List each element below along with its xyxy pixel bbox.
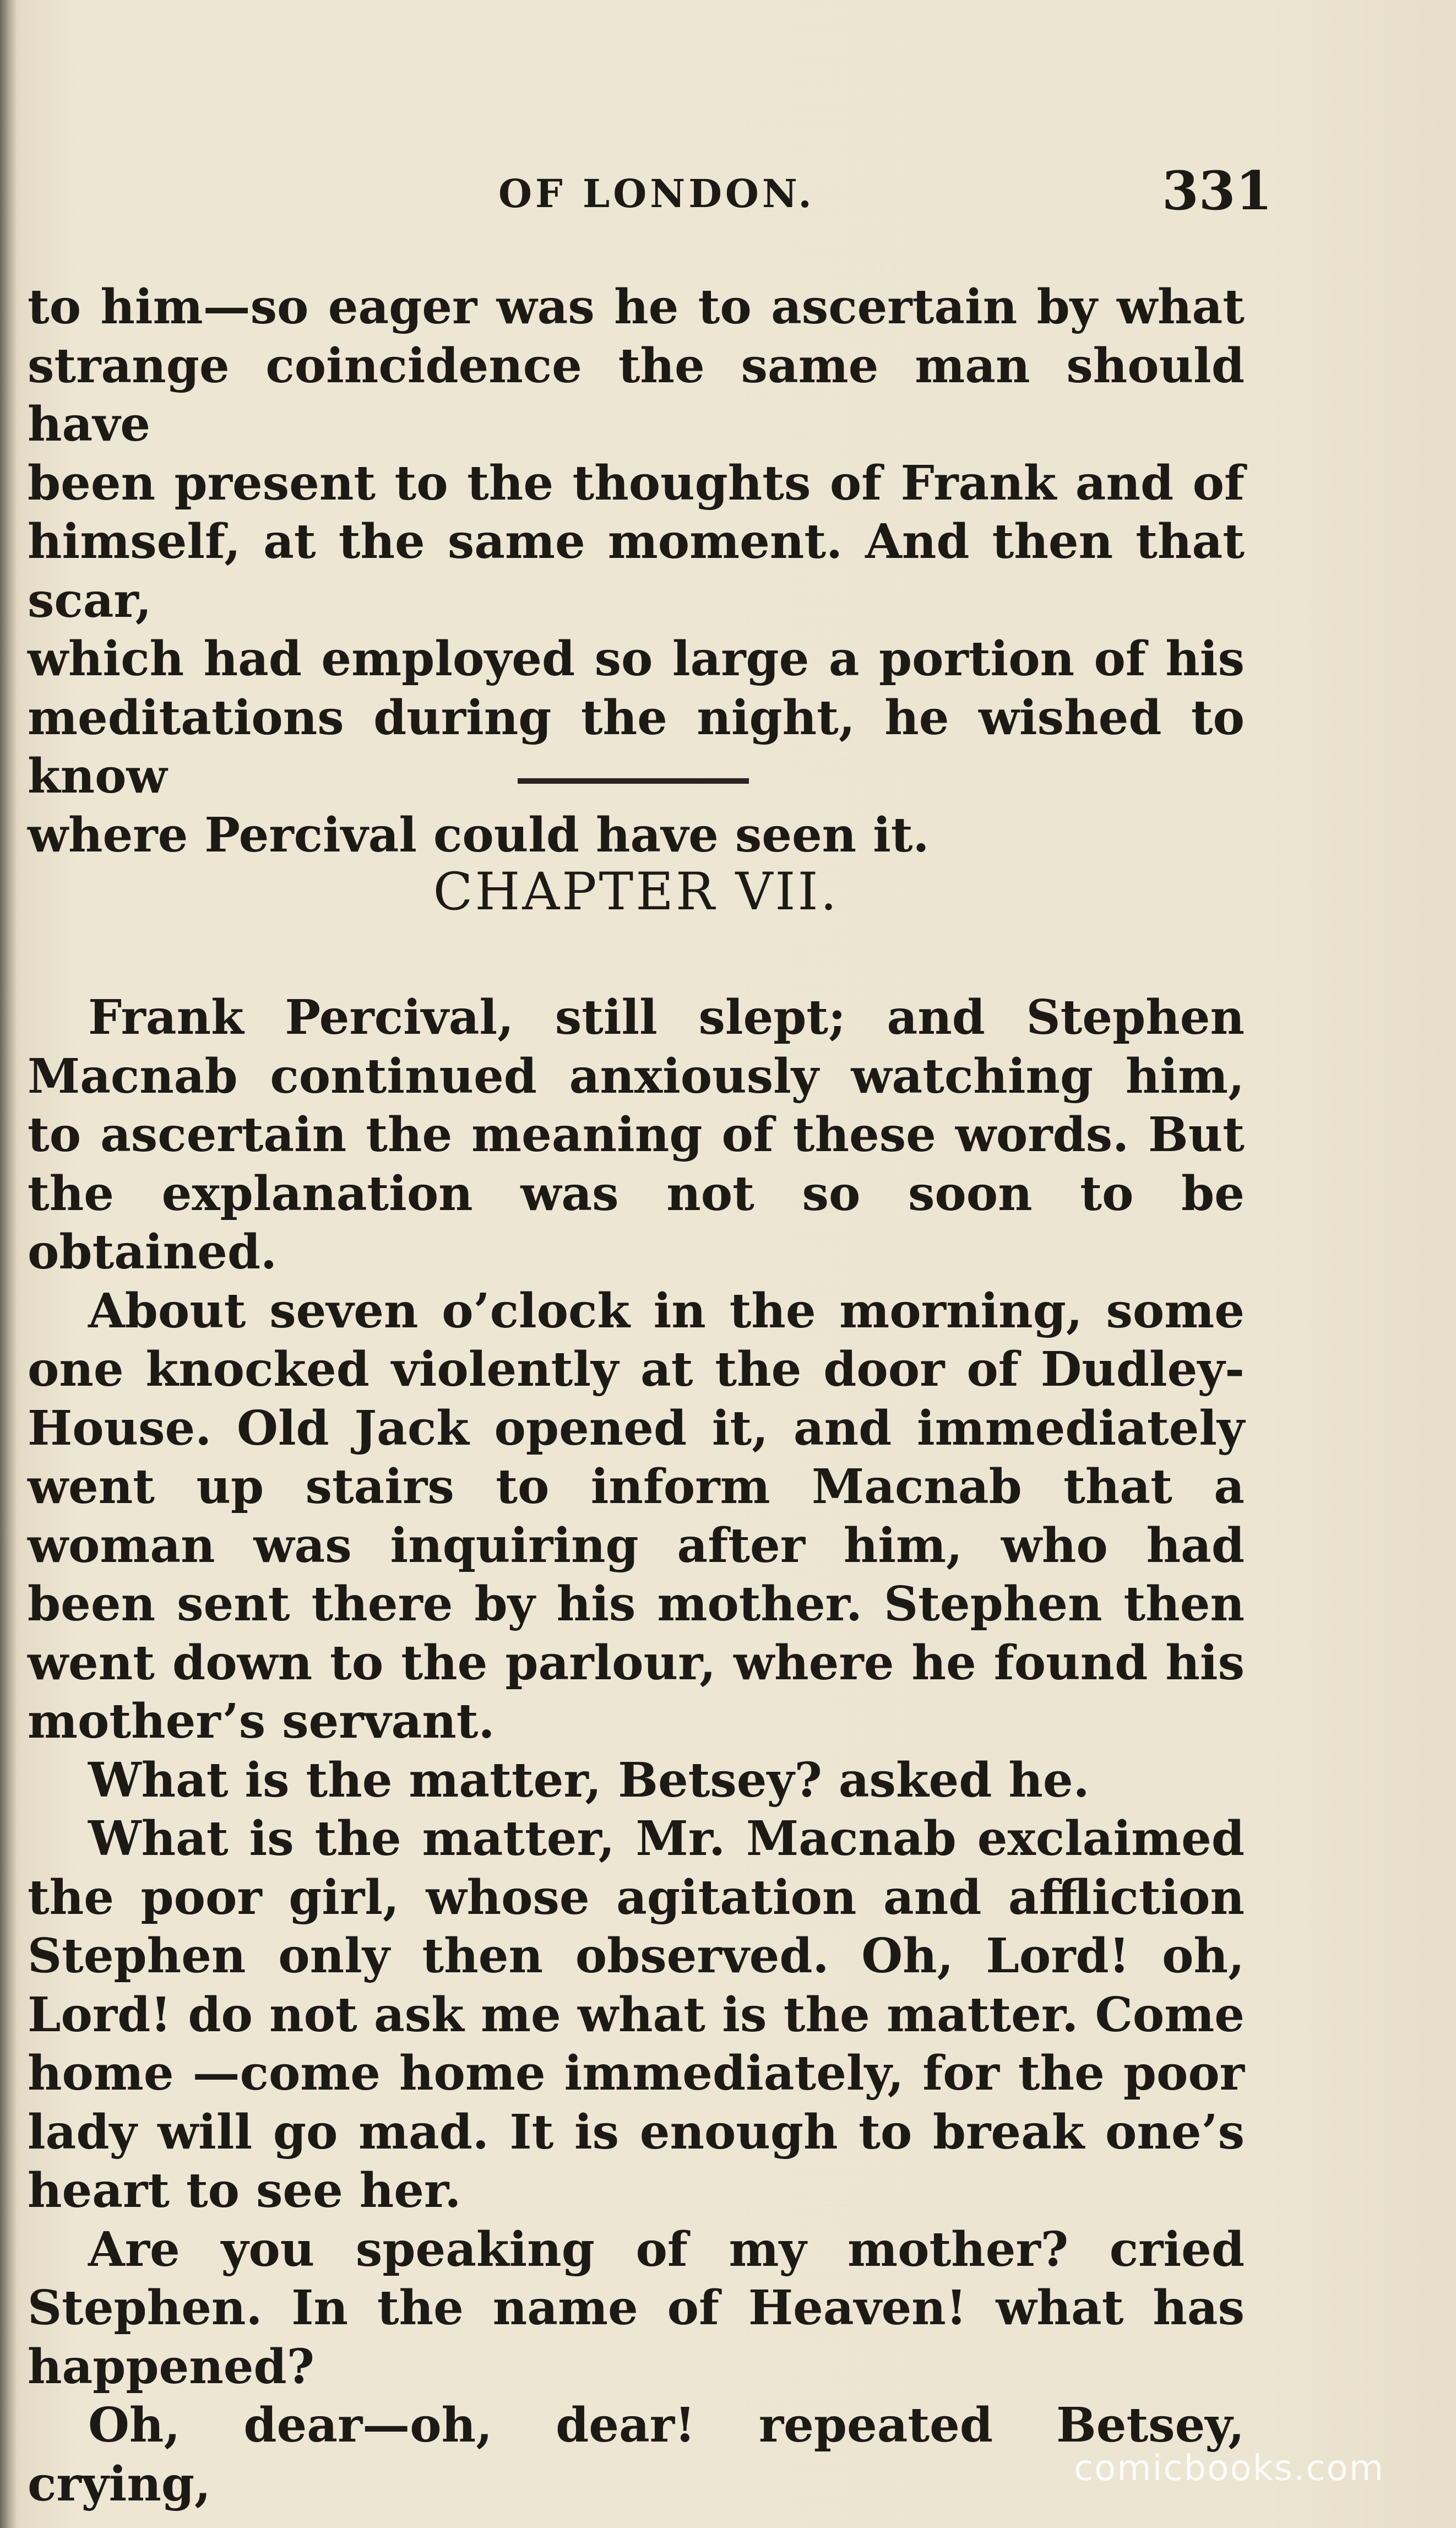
- paragraph: What is the matter, Betsey? asked he.: [88, 1752, 1090, 1808]
- text-line: to him—so eager was he to ascertain by what: [28, 279, 1245, 335]
- continuation-text: [28, 278, 1245, 865]
- chapter-heading: CHAPTER VII.: [433, 862, 839, 922]
- running-title: OF LONDON.: [498, 171, 815, 216]
- section-rule: [518, 778, 749, 784]
- text-line: strange coincidence the same man should have: [28, 338, 1245, 452]
- text-line: where Percival could have seen it.: [28, 807, 930, 863]
- watermark: comicbooks.com: [1074, 2448, 1385, 2489]
- paragraph: Are you speaking of my mother? cried Stephen. In the name of Heaven! what has happened?: [28, 2221, 1245, 2395]
- page-number: 331: [1162, 160, 1273, 222]
- chapter-body: [28, 989, 1245, 2514]
- paragraph: Oh, dear—oh, dear! repeated Betsey, crying,: [28, 2397, 1245, 2512]
- text-line: meditations during the night, he wished to know: [28, 690, 1245, 804]
- paragraph: Frank Percival, still slept; and Stephen Macnab continued anxiously watching him, to ascertain the meaning of these words. But the explanation was not so soon to be obtained.: [28, 990, 1245, 1280]
- paragraph: What is the matter, Mr. Macnab exclaimed the poor girl, whose agitation and affliction Stephen only then observed. Oh, Lord! oh, Lord! do not ask me what is the matter. Come home —come home immediately, for the poor lady will go mad. It is enough to break one’s heart to see her.: [28, 1811, 1245, 2218]
- running-header: [0, 160, 1456, 220]
- paragraph: About seven o’clock in the morning, some one knocked violently at the door of Dudley-House. Old Jack opened it, and immediately went up stairs to inform Macnab that a woman was inquiring after him, who had been sent there by his mother. Stephen then went down to the parlour, where he found his mother’s servant.: [28, 1283, 1245, 1749]
- text-line: himself, at the same moment. And then that scar,: [28, 514, 1245, 628]
- text-line: been present to the thoughts of Frank and of: [28, 455, 1245, 511]
- text-line: which had employed so large a portion of his: [28, 631, 1245, 687]
- gutter-shadow: [0, 0, 17, 2528]
